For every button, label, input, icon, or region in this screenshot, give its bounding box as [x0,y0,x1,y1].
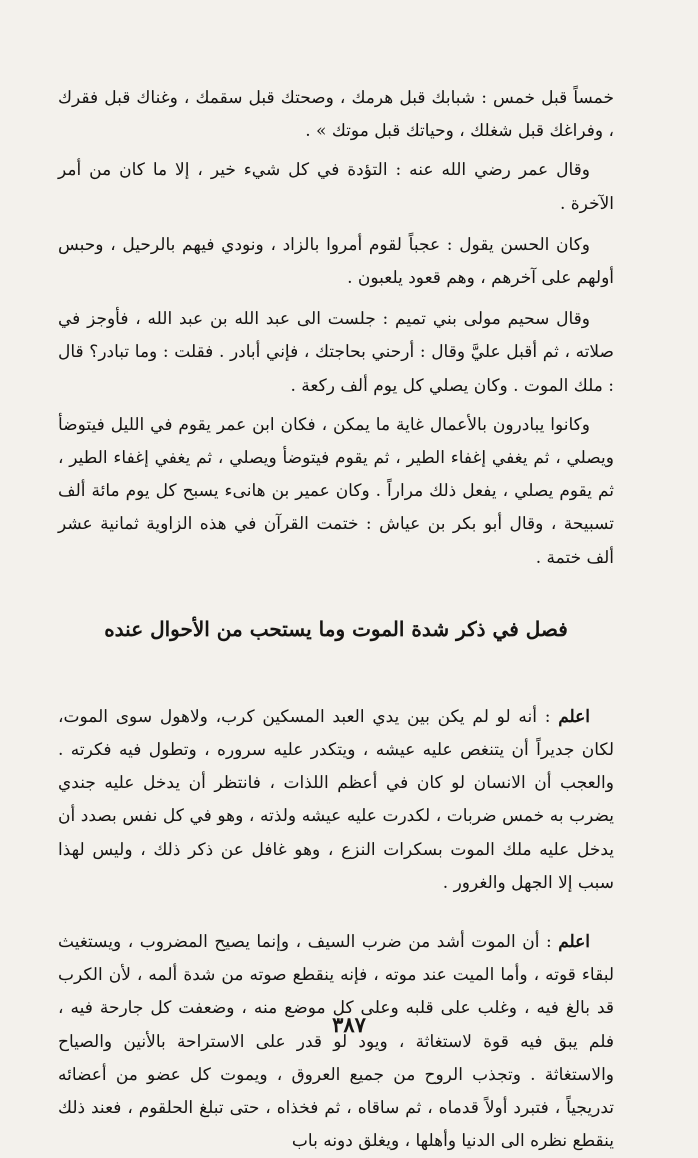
paragraph-know-first [58,701,614,900]
paragraph-worship: وكانوا يبادرون بالأعمال غاية ما يمكن ، فكان ابن عمر يقوم في الليل فيتوضأ ويصلي ، ثم يغفي إغفاء الطير ، ثم يقوم فيتوضأ ويصلي ، ثم يغفي إغفاء الطير ، ثم يقوم يصلي ، يفعل ذلك مراراً . وكان عمير بن هانىء يسبح كل يوم مائة ألف تسبيحة ، وقال أبو بكر بن عياش : ختمت القرآن في هذه الزاوية ثمانية عشر ألف ختمة . [58,414,614,568]
paragraph-umar: وقال عمر رضي الله عنه : التؤدة في كل شيء خير ، إلا ما كان من أمر الآخرة . [58,160,614,214]
page-number: ٣٨٧ [332,1012,366,1037]
know-keyword: اعلم [558,706,590,727]
paragraph-know-second-text: : أن الموت أشد من ضرب السيف ، وإنما يصيح المضروب ، ويستغيث لبقاء قوته ، وأما الميت عند موته ، فإنه ينقطع صوته من شدة ألمه ، لأن الكرب قد بالغ فيه ، وغلب على قلبه وعلى كل موضع منه ، وضعفت كل جارحة فيه ، فلم يبق فيه قوة لاستغاثة ، ويود لو قدر على الاستراحة بالأنين والصياح والاستغاثة . وتجذب الروح من جميع العروق ، ويموت كل عضو من أعضائه تدريجياً ، فتبرد أولاً قدماه ، ثم ساقاه ، ثم فخذاه ، حتى تبلغ الحلقوم ، فعند ذلك ينقطع نظره الى الدنيا وأهلها ، ويغلق دونه باب [58,932,614,1152]
paragraph-know-first-text: : أنه لو لم يكن بين يدي العبد المسكين كرب، ولاهول سوى الموت، لكان جديراً أن يتنغص عليه عيشه ، ويتكدر عليه سروره ، وتطول فيه فكرته . والعجب أن الانسان لو كان في أعظم اللذات ، فانتظر أن يدخل عليه جندي يضرب به خمس ضربات ، لكدرت عليه عيشه ولذته ، وهو في كل نفس بصدد أن يدخل عليه ملك الموت بسكرات النزع ، وهو غافل عن ذكر ذلك ، وليس لهذا سبب إلا الجهل والغرور . [58,706,614,893]
paragraph-suhaym: وقال سحيم مولى بني تميم : جلست الى عبد الله بن عبد الله ، فأوجز في صلاته ، ثم أقبل عليَّ وقال : أرحني بحاجتك ، فإني أبادر . فقلت : وما تبادر؟ قال : ملك الموت . وكان يصلي كل يوم ألف ركعة . [58,309,614,396]
paragraph-know-second [58,926,614,1158]
paragraph-hadith-end: خمساً قبل خمس : شبابك قبل هرمك ، وصحتك قبل سقمك ، وغناك قبل فقرك ، وفراغك قبل شغلك ، وحياتك قبل موتك » . [58,88,614,142]
paragraph-hasan: وكان الحسن يقول : عجباً لقوم أمروا بالزاد ، ونودي فيهم بالرحيل ، وحبس أولهم على آخرهم ، وهم قعود يلعبون . [58,234,614,289]
know-keyword: اعلم [558,932,590,953]
section-heading: فصل في ذكر شدة الموت وما يستحب من الأحوال عنده [104,616,568,641]
